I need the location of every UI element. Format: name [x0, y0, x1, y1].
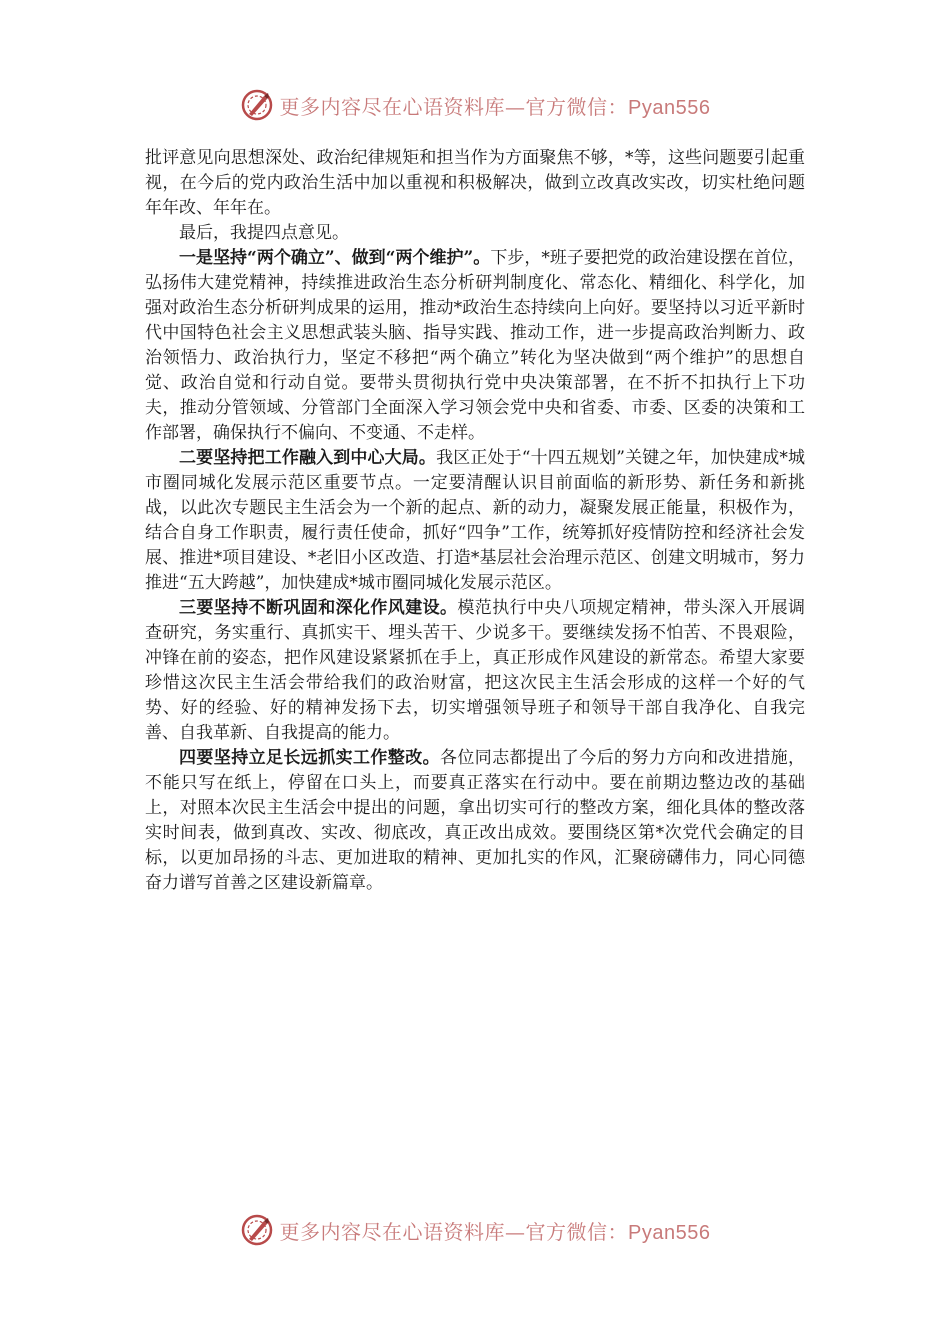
footer-banner-label: 更多内容尽在心语资料库—官方微信： — [279, 1219, 629, 1244]
paragraph-text: 下步，*班子要把党的政治建设摆在首位，弘扬伟大建党精神，持续推进政治生态分析研判制度化、常态化、精细化、科学化，加强对政治生态分析研判成果的运用，推动*政治生态持续向上向好。要坚持以习近平新时代中国特色社会主义思想武装头脑、指导实践、推动工作，进一步提高政治判断力、政治领悟力、政治执行力，坚定不移把“两个确立”转化为坚决做到“两个维护”的思想自觉、政治自觉和行动自觉。要带头贯彻执行党中央决策部署，在不折不扣执行上下功夫，推动分管领域、分管部门全面深入学习领会党中央和省委、市委、区委的决策和工作部署，确保执行不偏向、不变通、不走样。 — [145, 248, 805, 443]
footer-banner — [0, 1210, 950, 1250]
brand-logo-icon — [240, 88, 274, 122]
footer-banner-text — [280, 1216, 711, 1245]
paragraph-text: 批评意见向思想深处、政治纪律规矩和担当作为方面聚焦不够，*等，这些问题要引起重视，在今后的党内政治生活中加以重视和积极解决，做到立改真改实改，切实杜绝问题年年改、年年在。 — [145, 148, 805, 218]
paragraph-lead: 四要坚持立足长远抓实工作整改。 — [179, 748, 440, 768]
paragraph-text: 我区正处于“十四五规划”关键之年，加快建成*城市圈同城化发展示范区重要节点。一定要清醒认识目前面临的新形势、新任务和新挑战，以此次专题民主生活会为一个新的起点、新的动力，凝聚发展正能量，积极作为，结合自身工作职责，履行责任使命，抓好“四争”工作，统筹抓好疫情防控和经济社会发展、推进*项目建设、*老旧小区改造、打造*基层社会治理示范区、创建文明城市，努力推进“五大跨越”，加快建成*城市圈同城化发展示范区。 — [145, 448, 805, 593]
paragraph-lead: 一是坚持“两个确立”、做到“两个维护”。 — [179, 248, 491, 268]
paragraph-point-1 — [145, 246, 805, 446]
paragraph-continuation — [145, 146, 805, 221]
paragraph-text: 模范执行中央八项规定精神，带头深入开展调查研究，务实重行、真抓实干、埋头苦干、少说多干。要继续发扬不怕苦、不畏艰险，冲锋在前的姿态，把作风建设紧紧抓在手上，真正形成作风建设的新常态。希望大家要珍惜这次民主生活会带给我们的政治财富，把这次民主生活会形成的这样一个好的气势、好的经验、好的精神发扬下去，切实增强领导班子和领导干部自我净化、自我完善、自我革新、自我提高的能力。 — [145, 598, 806, 743]
document-body — [145, 146, 805, 896]
paragraph-text: 各位同志都提出了今后的努力方向和改进措施，不能只写在纸上，停留在口头上，而要真正落实在行动中。要在前期边整边改的基础上，对照本次民主生活会中提出的问题，拿出切实可行的整改方案，细化具体的整改落实时间表，做到真改、实改、彻底改，真正改出成效。要围绕区第*次党代会确定的目标，以更加昂扬的斗志、更加进取的精神、更加扎实的作风，汇聚磅礴伟力，同心同德奋力谱写首善之区建设新篇章。 — [145, 748, 805, 893]
header-banner — [0, 85, 950, 125]
paragraph-intro — [145, 221, 805, 246]
header-wechat-id: Pyan556 — [628, 96, 711, 119]
footer-wechat-id: Pyan556 — [628, 1221, 711, 1244]
paragraph-lead: 三要坚持不断巩固和深化作风建设。 — [179, 598, 458, 618]
paragraph-text: 最后，我提四点意见。 — [179, 223, 349, 243]
paragraph-lead: 二要坚持把工作融入到中心大局。 — [179, 448, 437, 468]
brand-logo-icon — [240, 1213, 274, 1247]
paragraph-point-3 — [145, 596, 805, 746]
paragraph-point-2 — [145, 446, 805, 596]
paragraph-point-4 — [145, 746, 805, 896]
header-banner-label: 更多内容尽在心语资料库—官方微信： — [279, 94, 629, 119]
header-banner-text — [280, 91, 711, 120]
